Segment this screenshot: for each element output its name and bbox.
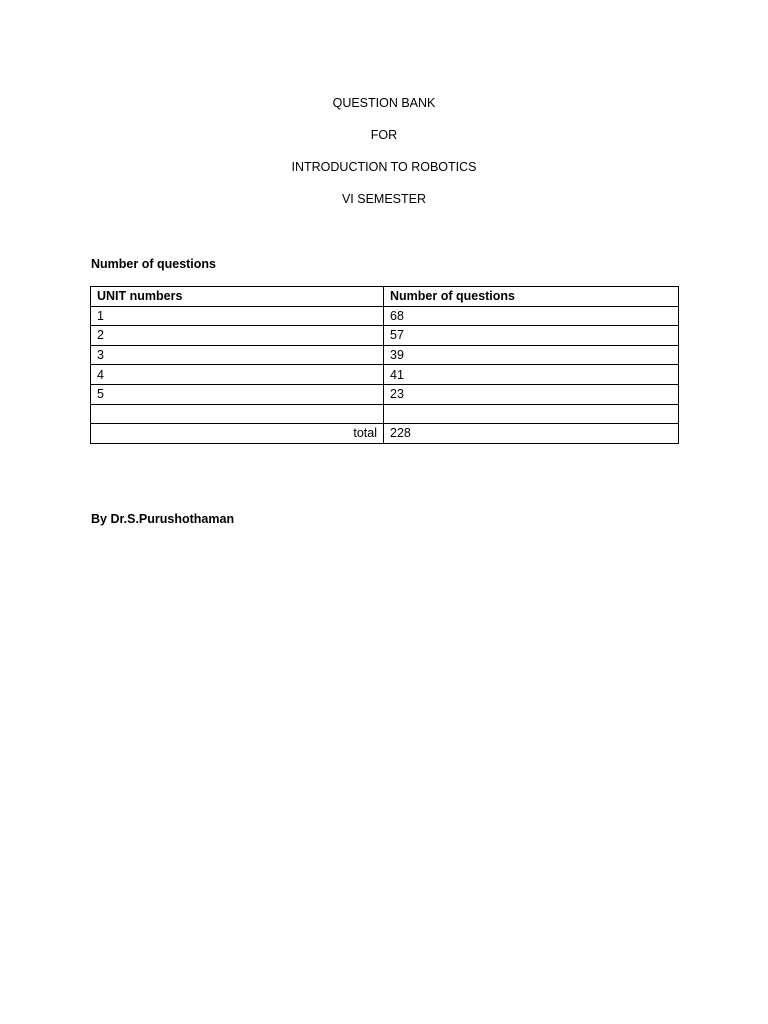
table-row [91,365,679,385]
count-cell: 41 [384,365,679,385]
total-value: 228 [384,424,679,444]
title-semester: VI SEMESTER [341,192,427,206]
table-row [91,326,679,346]
count-cell: 57 [384,326,679,346]
count-cell: 23 [384,384,679,404]
unit-cell [91,404,384,424]
unit-cell: 1 [91,306,384,326]
count-cell: 39 [384,345,679,365]
questions-table [90,286,679,444]
empty-table-row [91,404,679,424]
title-question-bank: QUESTION BANK [332,96,436,110]
count-cell [384,404,679,424]
table-header-row [91,287,679,307]
section-heading: Number of questions [91,257,217,271]
header-unit-numbers: UNIT numbers [91,287,384,307]
table-row [91,345,679,365]
unit-cell: 2 [91,326,384,346]
table-row [91,306,679,326]
total-row [91,424,679,444]
title-subject: INTRODUCTION TO ROBOTICS [291,160,477,174]
table-row [91,384,679,404]
author-line: By Dr.S.Purushothaman [91,512,235,526]
total-label: total [91,424,384,444]
unit-cell: 3 [91,345,384,365]
unit-cell: 4 [91,365,384,385]
count-cell: 68 [384,306,679,326]
header-number-of-questions: Number of questions [384,287,679,307]
title-for: FOR [370,128,398,142]
unit-cell: 5 [91,384,384,404]
